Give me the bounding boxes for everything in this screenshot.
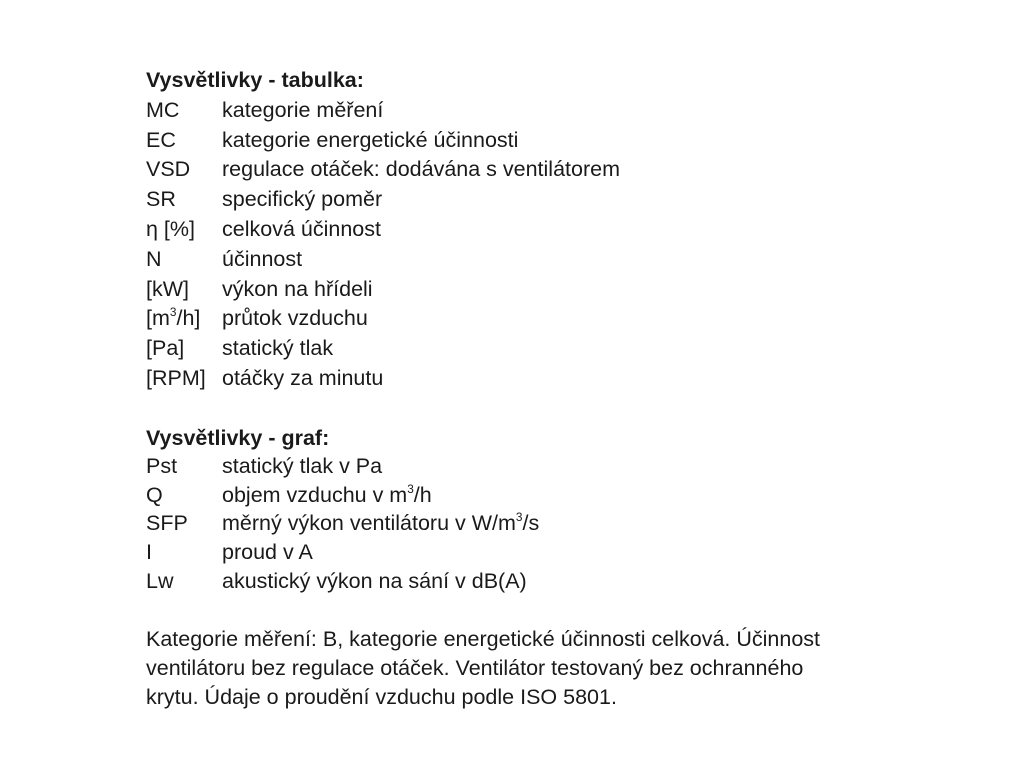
legend-row-i	[146, 538, 906, 567]
legend-term: Lw	[146, 568, 174, 593]
legend-term: SFP	[146, 511, 188, 536]
legend-row-mc	[146, 96, 906, 126]
legend-desc: statický tlak v Pa	[222, 454, 383, 479]
legend-term: EC	[146, 127, 176, 152]
superscript: 3	[169, 305, 177, 320]
legend-row-m3h	[146, 304, 906, 334]
legend-desc: otáčky za minutu	[222, 365, 384, 390]
legend-row-vsd	[146, 155, 906, 185]
graph-legend-heading: Vysvětlivky - graf:	[146, 425, 330, 450]
legend-term	[146, 304, 222, 334]
legend-term: [RPM]	[146, 365, 206, 390]
legend-desc: kategorie energetické účinnosti	[222, 127, 519, 152]
superscript: 3	[515, 510, 523, 525]
legend-term: η [%]	[146, 216, 195, 241]
legend-desc: průtok vzduchu	[222, 306, 368, 331]
legend-row-lw	[146, 567, 906, 596]
note-line: Kategorie měření: B, kategorie energetické účinnosti celková. Účinnost	[146, 626, 821, 651]
legend-row-pst	[146, 452, 906, 481]
legend-term: [Pa]	[146, 336, 185, 361]
legend-desc: celková účinnost	[222, 216, 381, 241]
legend-desc: výkon na hřídeli	[222, 276, 373, 301]
legend-row-kw	[146, 275, 906, 305]
legend-row-sfp	[146, 509, 906, 538]
legend-row-n	[146, 245, 906, 275]
table-legend-section	[146, 66, 906, 394]
desc-part: měrný výkon ventilátoru v W/m	[222, 511, 516, 536]
table-legend-heading: Vysvětlivky - tabulka:	[146, 68, 364, 92]
legend-row-rpm	[146, 364, 906, 394]
desc-part: /s	[522, 511, 540, 536]
legend-row-sr	[146, 185, 906, 215]
legend-term: I	[146, 539, 152, 564]
legend-term: N	[146, 246, 162, 271]
measurement-note	[146, 625, 906, 712]
superscript: 3	[407, 481, 414, 496]
legend-desc: kategorie měření	[222, 97, 384, 122]
legend-term: Q	[146, 482, 163, 507]
legend-row-ec	[146, 126, 906, 156]
legend-row-q	[146, 481, 906, 510]
legend-term: MC	[146, 97, 180, 122]
legend-term: [kW]	[146, 276, 189, 301]
legend-desc	[222, 481, 906, 510]
legend-row-eta	[146, 215, 906, 245]
legend-term: Pst	[146, 454, 178, 479]
desc-part: objem vzduchu v m	[222, 482, 408, 507]
note-line: krytu. Údaje o proudění vzduchu podle ISO 5801.	[146, 684, 617, 709]
term-part: /h]	[176, 306, 201, 331]
legend-desc	[222, 509, 906, 538]
note-line: ventilátoru bez regulace otáček. Ventilátor testovaný bez ochranného	[146, 655, 804, 680]
desc-part: /h	[413, 482, 432, 507]
legend-desc: proud v A	[222, 539, 313, 564]
legend-term: SR	[146, 187, 176, 212]
legend-desc: specifický poměr	[222, 187, 383, 212]
legend-term: VSD	[146, 157, 191, 182]
section-spacer	[146, 394, 906, 424]
legend-desc: statický tlak	[222, 336, 334, 361]
legend-desc: účinnost	[222, 246, 303, 271]
term-part: [m	[146, 306, 170, 331]
graph-legend-section	[146, 424, 906, 596]
legend-desc: regulace otáček: dodávána s ventilátorem	[222, 157, 620, 182]
legend-row-pa	[146, 334, 906, 364]
section-spacer	[146, 595, 906, 625]
legend-desc: akustický výkon na sání v dB(A)	[222, 568, 527, 593]
legend-document	[146, 66, 906, 712]
